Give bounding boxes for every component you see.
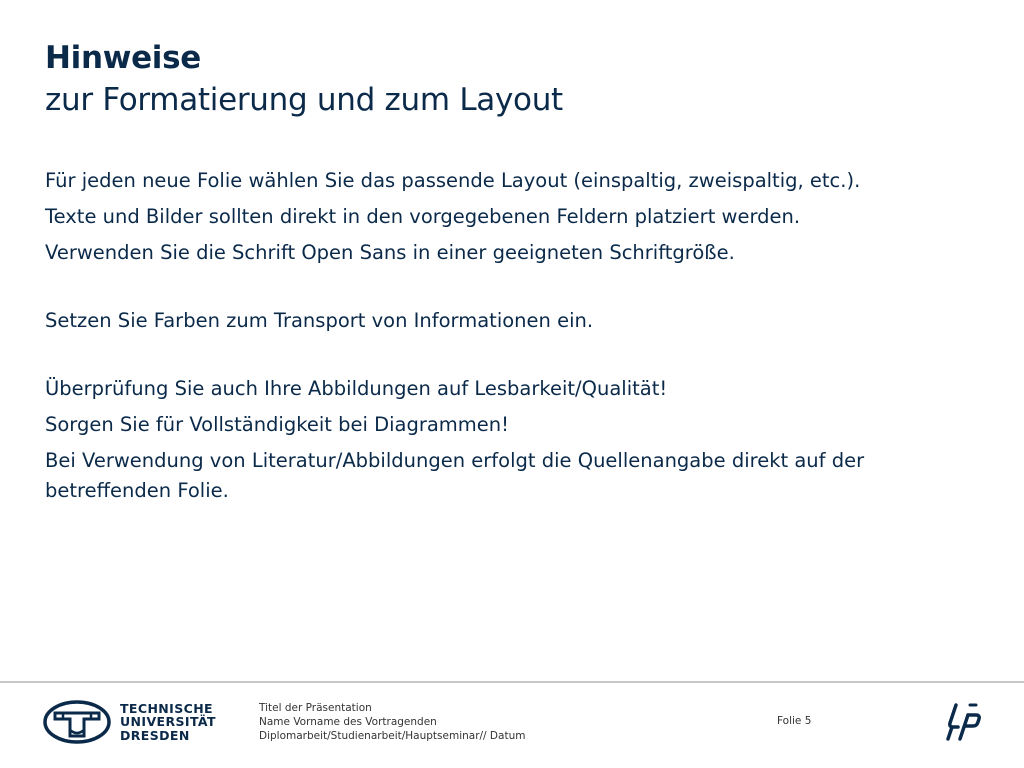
body-paragraph: Texte und Bilder sollten direkt in den vorgegebenen Feldern platziert werden. <box>45 205 801 228</box>
presentation-title: Titel der Präsentation <box>259 702 372 714</box>
footer-divider <box>0 681 1024 683</box>
presentation-info <box>259 701 525 743</box>
slide-title: Hinweise <box>45 40 202 76</box>
presentation-context: Diplomarbeit/Studienarbeit/Hauptseminar// Datum <box>259 730 526 742</box>
body-paragraph: Setzen Sie Farben zum Transport von Informationen ein. <box>45 309 594 332</box>
body-paragraph: Verwenden Sie die Schrift Open Sans in einer geeigneten Schriftgröße. <box>45 241 735 264</box>
body-paragraph: Für jeden neue Folie wählen Sie das passende Layout (einspaltig, zweispaltig, etc.). <box>45 169 861 192</box>
logo-line: DRESDEN <box>120 727 190 743</box>
logo-line: TECHNISCHE <box>120 700 213 716</box>
body-paragraph: Überprüfung Sie auch Ihre Abbildungen auf Lesbarkeit/Qualität! <box>45 377 668 400</box>
lp-brand-logo-icon <box>946 703 982 745</box>
logo-line: UNIVERSITÄT <box>120 714 216 730</box>
slide-subtitle: zur Formatierung und zum Layout <box>45 82 563 118</box>
body-paragraph: Bei Verwendung von Literatur/Abbildungen erfolgt die Quellenangabe direkt auf der betreffenden Folie. <box>45 449 865 502</box>
university-logo <box>43 700 216 744</box>
presenter-name: Name Vorname des Vortragenden <box>259 716 437 728</box>
body-paragraph: Sorgen Sie für Vollständigkeit bei Diagrammen! <box>45 413 509 436</box>
slide-number: Folie 5 <box>777 715 812 727</box>
tu-dresden-logo-icon <box>43 700 111 744</box>
university-logo-text <box>120 702 216 743</box>
slide-body <box>45 166 985 512</box>
